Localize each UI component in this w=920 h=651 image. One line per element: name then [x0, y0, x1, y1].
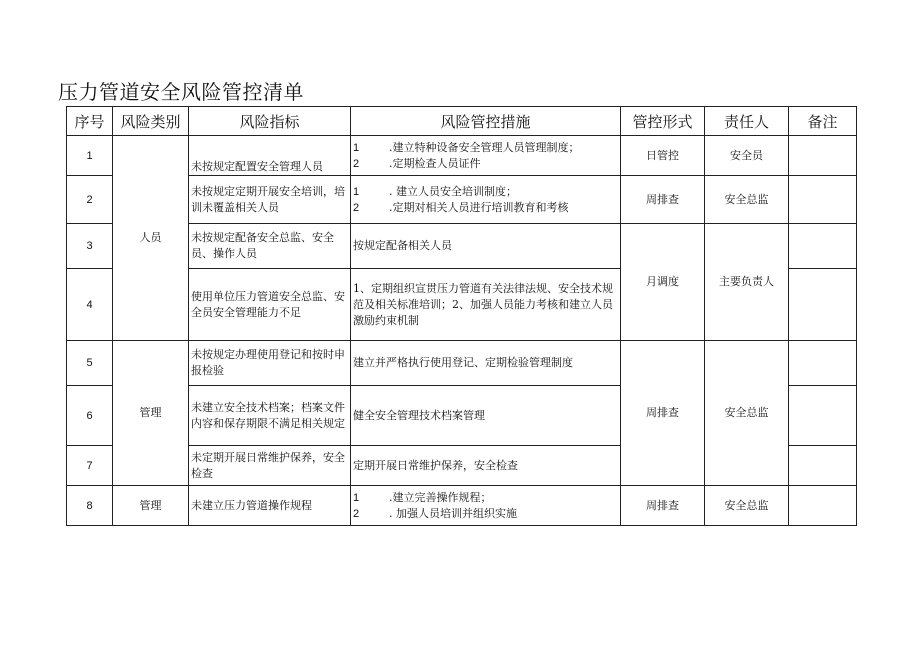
measure-number: 2: [353, 201, 360, 214]
measure-text: .建立完善操作规程；: [389, 490, 492, 504]
owner-cell: 主要负责人: [705, 224, 789, 341]
seq-cell: 5: [67, 341, 113, 386]
measures-cell: 健全安全管理技术档案管理: [351, 386, 621, 446]
measures-cell: [351, 136, 621, 176]
measures-cell: [351, 486, 621, 526]
header-category: 风险类别: [113, 107, 189, 136]
seq-cell: 4: [67, 269, 113, 341]
remarks-cell: [789, 341, 857, 386]
table-row: [67, 136, 857, 176]
table-row: [67, 486, 857, 526]
measure-text: . 加强人员培训并组织实施: [389, 506, 517, 520]
measure-number: 1: [353, 141, 360, 154]
remarks-cell: [789, 386, 857, 446]
owner-cell: 安全总监: [705, 486, 789, 526]
measures-cell: [351, 176, 621, 224]
form-cell: 周排查: [621, 341, 705, 486]
table-row: [67, 341, 857, 386]
measure-text: . 建立人员安全培训制度；: [389, 184, 517, 198]
measure-text: .定期对相关人员进行培训教育和考核: [389, 200, 569, 214]
indicator-cell: 未按规定定期开展安全培训，培训未覆盖相关人员: [189, 176, 351, 224]
measures-cell: 建立并严格执行使用登记、定期检验管理制度: [351, 341, 621, 386]
category-cell: 管理: [113, 341, 189, 486]
remarks-cell: [789, 446, 857, 486]
indicator-cell: 未建立压力管道操作规程: [189, 486, 351, 526]
seq-cell: 6: [67, 386, 113, 446]
header-indicator: 风险指标: [189, 107, 351, 136]
form-cell: 周排查: [621, 486, 705, 526]
header-form: 管控形式: [621, 107, 705, 136]
owner-cell: 安全员: [705, 136, 789, 176]
header-remarks: 备注: [789, 107, 857, 136]
measures-cell: 按规定配备相关人员: [351, 224, 621, 269]
form-cell: 月调度: [621, 224, 705, 341]
indicator-cell: 使用单位压力管道安全总监、安全员安全管理能力不足: [189, 269, 351, 341]
page-title: 压力管道安全风险管控清单: [58, 80, 304, 104]
form-cell: 周排查: [621, 176, 705, 224]
measure-text: .定期检查人员证件: [389, 156, 481, 170]
indicator-cell: 未按规定办理使用登记和按时申报检验: [189, 341, 351, 386]
table-header-row: [67, 107, 857, 136]
header-owner: 责任人: [705, 107, 789, 136]
measure-text: .建立特种设备安全管理人员管理制度；: [389, 140, 580, 154]
header-measures: 风险管控措施: [351, 107, 621, 136]
remarks-cell: [789, 269, 857, 341]
seq-cell: 1: [67, 136, 113, 176]
measure-number: 1: [353, 185, 360, 198]
remarks-cell: [789, 486, 857, 526]
seq-cell: 3: [67, 224, 113, 269]
owner-cell: 安全总监: [705, 176, 789, 224]
remarks-cell: [789, 136, 857, 176]
measure-number: 2: [353, 157, 360, 170]
remarks-cell: [789, 176, 857, 224]
category-cell: 管理: [113, 486, 189, 526]
seq-cell: 2: [67, 176, 113, 224]
category-cell: 人员: [113, 136, 189, 341]
risk-control-table: [66, 106, 857, 526]
owner-cell: 安全总监: [705, 341, 789, 486]
measure-number: 2: [353, 507, 360, 520]
indicator-cell: 未按规定配备安全总监、安全员、操作人员: [189, 224, 351, 269]
measures-cell: 1、定期组织宣贯压力管道有关法律法规、安全技术规范及相关标准培训；2、加强人员能力考核和建立人员激励约束机制: [351, 269, 621, 341]
indicator-cell: 未按规定配置安全管理人员: [189, 136, 351, 176]
remarks-cell: [789, 224, 857, 269]
header-seq: 序号: [67, 107, 113, 136]
seq-cell: 8: [67, 486, 113, 526]
indicator-cell: 未建立安全技术档案；档案文件内容和保存期限不满足相关规定: [189, 386, 351, 446]
measures-cell: 定期开展日常维护保养，安全检查: [351, 446, 621, 486]
measure-number: 1: [353, 491, 360, 504]
indicator-cell: 未定期开展日常维护保养，安全检查: [189, 446, 351, 486]
seq-cell: 7: [67, 446, 113, 486]
form-cell: 日管控: [621, 136, 705, 176]
